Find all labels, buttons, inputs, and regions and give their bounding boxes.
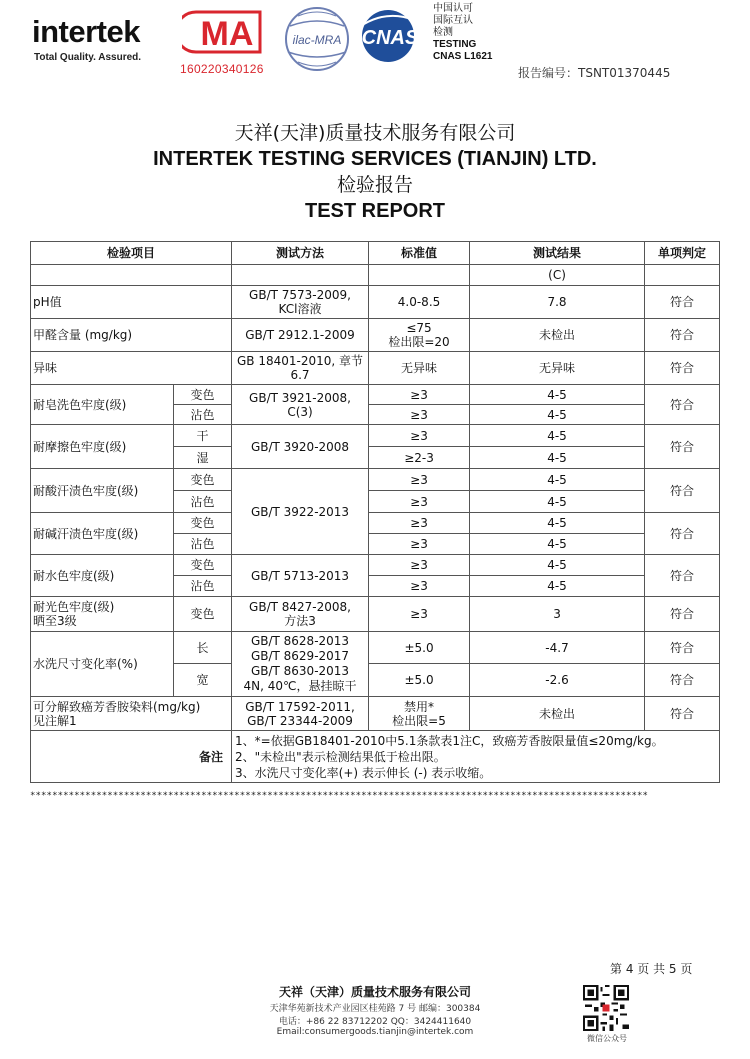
notes-content xyxy=(232,731,720,783)
header-result: 测试结果 xyxy=(470,242,645,265)
standard-value: ≥3 xyxy=(369,513,470,534)
method-formaldehyde: GB/T 2912.1-2009 xyxy=(232,319,369,352)
standard-line: 检出限=20 xyxy=(388,335,450,349)
standard-azo xyxy=(369,697,470,731)
table-cell xyxy=(232,265,369,286)
table-header-row xyxy=(31,242,720,265)
item-azo-dyes xyxy=(31,697,232,731)
method-line: GB/T 8628-2013 xyxy=(250,634,350,648)
sub-item: 干 xyxy=(174,425,232,447)
sample-label: (C) xyxy=(470,265,645,286)
table-row xyxy=(31,319,720,352)
sub-item: 沾色 xyxy=(174,576,232,597)
verdict-dimension-length: 符合 xyxy=(645,632,720,664)
sample-label-row xyxy=(31,265,720,286)
result-value: 4-5 xyxy=(470,447,645,469)
result-value: 4-5 xyxy=(470,513,645,534)
result-value: -2.6 xyxy=(470,664,645,697)
sub-item: 沾色 xyxy=(174,534,232,555)
result-value: 4-5 xyxy=(470,555,645,576)
sub-item: 变色 xyxy=(174,469,232,491)
standard-value: ±5.0 xyxy=(369,664,470,697)
footer-address: 天津华苑新技术产业园区桂苑路 7 号 邮编：300384 xyxy=(269,1004,481,1014)
sub-item: 沾色 xyxy=(174,491,232,513)
result-odor: 无异味 xyxy=(470,352,645,385)
verdict-rub: 符合 xyxy=(645,425,720,469)
result-value: 4-5 xyxy=(470,534,645,555)
result-value: 3 xyxy=(470,597,645,632)
table-row xyxy=(31,469,720,491)
test-results-table xyxy=(30,241,720,783)
result-value: 4-5 xyxy=(470,469,645,491)
cnas-text-line: CNAS L1621 xyxy=(433,51,493,62)
table-row xyxy=(31,697,720,731)
standard-ph: 4.0-8.5 xyxy=(369,286,470,319)
header-method: 测试方法 xyxy=(232,242,369,265)
ma-mark: MA xyxy=(200,15,254,53)
title-block xyxy=(0,120,750,224)
item-odor: 异味 xyxy=(31,352,232,385)
method-wash xyxy=(232,385,369,425)
footer-company: 天祥（天津）质量技术服务有限公司 xyxy=(278,985,471,999)
verdict-acid: 符合 xyxy=(645,469,720,513)
method-line: GB 18401-2010, 章节 xyxy=(237,354,364,368)
standard-value: ≥3 xyxy=(369,491,470,513)
method-line: 方法3 xyxy=(284,614,316,628)
method-line: GB/T 17592-2011, xyxy=(245,699,355,714)
verdict-water: 符合 xyxy=(645,555,720,597)
table-cell xyxy=(645,265,720,286)
intertek-logo xyxy=(32,14,182,66)
table-row xyxy=(31,286,720,319)
table-row xyxy=(31,513,720,534)
header-item: 检验项目 xyxy=(31,242,232,265)
table-row xyxy=(31,597,720,632)
cnas-text-line: 检测 xyxy=(433,27,453,38)
sub-item: 变色 xyxy=(174,597,232,632)
separator-stars: **************************************************************************************************************** xyxy=(30,791,649,801)
item-light-fastness xyxy=(31,597,174,632)
table-row xyxy=(31,555,720,576)
method-line: GB/T 8427-2008, xyxy=(249,600,351,614)
note-line: 2、"未检出"表示检测结果低于检出限。 xyxy=(235,749,446,764)
sub-item: 长 xyxy=(174,632,232,664)
cnas-logo xyxy=(352,6,430,66)
method-line: KCl溶液 xyxy=(278,302,322,316)
method-odor xyxy=(232,352,369,385)
standard-value: ≥3 xyxy=(369,576,470,597)
method-azo xyxy=(232,697,369,731)
standard-odor: 无异味 xyxy=(369,352,470,385)
ilac-mra-logo xyxy=(278,4,356,74)
cnas-mark: CNAS xyxy=(361,27,419,49)
report-title-en: TEST REPORT xyxy=(304,200,445,222)
item-alkali-perspiration: 耐碱汗渍色牢度(级) xyxy=(31,513,174,555)
notes-row xyxy=(31,731,720,783)
method-rub: GB/T 3920-2008 xyxy=(232,425,369,469)
intertek-tagline: Total Quality. Assured. xyxy=(34,52,142,63)
ma-certification-logo xyxy=(182,8,264,56)
header-verdict: 单项判定 xyxy=(645,242,720,265)
item-line: 耐光色牢度(级) xyxy=(33,600,115,614)
method-line: GB/T 8629-2017 xyxy=(250,649,350,663)
note-line: 1、*=依据GB18401-2010中5.1条款表1注C，致癌芳香胺限量值≤20mg/kg。 xyxy=(235,733,664,748)
company-name-en: INTERTEK TESTING SERVICES (TIANJIN) LTD. xyxy=(153,148,597,170)
standard-value: ≥3 xyxy=(369,405,470,425)
table-cell xyxy=(369,265,470,286)
table-row xyxy=(31,352,720,385)
standard-line: 禁用* xyxy=(404,699,435,714)
standard-value: ≥3 xyxy=(369,385,470,405)
method-line: 4N, 40℃，悬挂晾干 xyxy=(243,679,357,693)
standard-value: ≥3 xyxy=(369,425,470,447)
item-water-fastness: 耐水色牢度(级) xyxy=(31,555,174,597)
table-row xyxy=(31,632,720,664)
result-value: 4-5 xyxy=(470,576,645,597)
verdict-light: 符合 xyxy=(645,597,720,632)
item-line: 可分解致癌芳香胺染料(mg/kg) xyxy=(33,699,201,714)
table-row xyxy=(31,385,720,405)
report-number: 报告编号：TSNT01370445 xyxy=(518,66,671,80)
method-water: GB/T 5713-2013 xyxy=(232,555,369,597)
result-azo: 未检出 xyxy=(470,697,645,731)
standard-value: ≥2-3 xyxy=(369,447,470,469)
sub-item: 变色 xyxy=(174,385,232,405)
sub-item: 沾色 xyxy=(174,405,232,425)
result-value: 4-5 xyxy=(470,425,645,447)
footer-phone: 电话：+86 22 83712202 QQ：3424411640 xyxy=(278,1017,472,1027)
method-line: GB/T 3921-2008, xyxy=(249,390,351,405)
verdict-dimension-width: 符合 xyxy=(645,664,720,697)
verdict-wash: 符合 xyxy=(645,385,720,425)
method-line: GB/T 7573-2009, xyxy=(249,288,351,302)
standard-formaldehyde xyxy=(369,319,470,352)
sub-item: 湿 xyxy=(174,447,232,469)
wechat-qr-code-icon xyxy=(583,985,629,1031)
verdict-odor: 符合 xyxy=(645,352,720,385)
method-line: 6.7 xyxy=(290,368,310,382)
item-ph: pH值 xyxy=(31,286,232,319)
standard-value: ≥3 xyxy=(369,469,470,491)
page-info: 第 4 页 共 5 页 xyxy=(610,962,693,976)
cnas-text-line: TESTING xyxy=(433,39,477,50)
result-formaldehyde: 未检出 xyxy=(470,319,645,352)
standard-value: ≥3 xyxy=(369,534,470,555)
footer-email: Email:consumergoods.tianjin@intertek.com xyxy=(276,1027,474,1037)
method-dimension xyxy=(232,632,369,697)
sub-item: 变色 xyxy=(174,555,232,576)
company-name-cn: 天祥(天津)质量技术服务有限公司 xyxy=(234,122,516,144)
result-value: 4-5 xyxy=(470,405,645,425)
table-cell xyxy=(31,265,232,286)
item-line: 见注解1 xyxy=(33,713,77,728)
note-line: 3、水洗尺寸变化率(+) 表示伸长 (-) 表示收缩。 xyxy=(235,765,492,780)
item-line: 晒至3级 xyxy=(33,614,77,628)
ilac-mark: ilac-MRA xyxy=(292,33,342,47)
qr-caption: 微信公众号 xyxy=(587,1034,627,1043)
item-formaldehyde: 甲醛含量 (mg/kg) xyxy=(31,319,232,352)
header-standard: 标准值 xyxy=(369,242,470,265)
cnas-text-line: 中国认可 xyxy=(433,3,473,14)
standard-line: ≤75 xyxy=(406,321,432,335)
standard-value: ≥3 xyxy=(369,555,470,576)
table-row xyxy=(31,425,720,447)
notes-label: 备注 xyxy=(31,731,232,783)
result-value: 4-5 xyxy=(470,491,645,513)
item-dimensional-change: 水洗尺寸变化率(%) xyxy=(31,632,174,697)
sub-item: 宽 xyxy=(174,664,232,697)
sub-item: 变色 xyxy=(174,513,232,534)
result-value: -4.7 xyxy=(470,632,645,664)
item-wash-fastness: 耐皂洗色牢度(级) xyxy=(31,385,174,425)
item-acid-perspiration: 耐酸汗渍色牢度(级) xyxy=(31,469,174,513)
cnas-accreditation-text xyxy=(433,3,492,63)
standard-line: 检出限=5 xyxy=(392,713,446,728)
result-ph: 7.8 xyxy=(470,286,645,319)
verdict-formaldehyde: 符合 xyxy=(645,319,720,352)
method-line: C(3) xyxy=(287,404,313,419)
verdict-ph: 符合 xyxy=(645,286,720,319)
result-value: 4-5 xyxy=(470,385,645,405)
method-light xyxy=(232,597,369,632)
method-perspiration: GB/T 3922-2013 xyxy=(232,469,369,555)
ma-number: 160220340126 xyxy=(180,62,264,76)
method-line: GB/T 23344-2009 xyxy=(247,713,353,728)
verdict-azo: 符合 xyxy=(645,697,720,731)
report-title-cn: 检验报告 xyxy=(336,174,413,196)
standard-value: ≥3 xyxy=(369,597,470,632)
method-line: GB/T 8630-2013 xyxy=(250,664,350,678)
verdict-alkali: 符合 xyxy=(645,513,720,555)
item-rub-fastness: 耐摩擦色牢度(级) xyxy=(31,425,174,469)
cnas-text-line: 国际互认 xyxy=(433,15,473,26)
standard-value: ±5.0 xyxy=(369,632,470,664)
intertek-wordmark: intertek xyxy=(32,14,140,49)
method-ph xyxy=(232,286,369,319)
